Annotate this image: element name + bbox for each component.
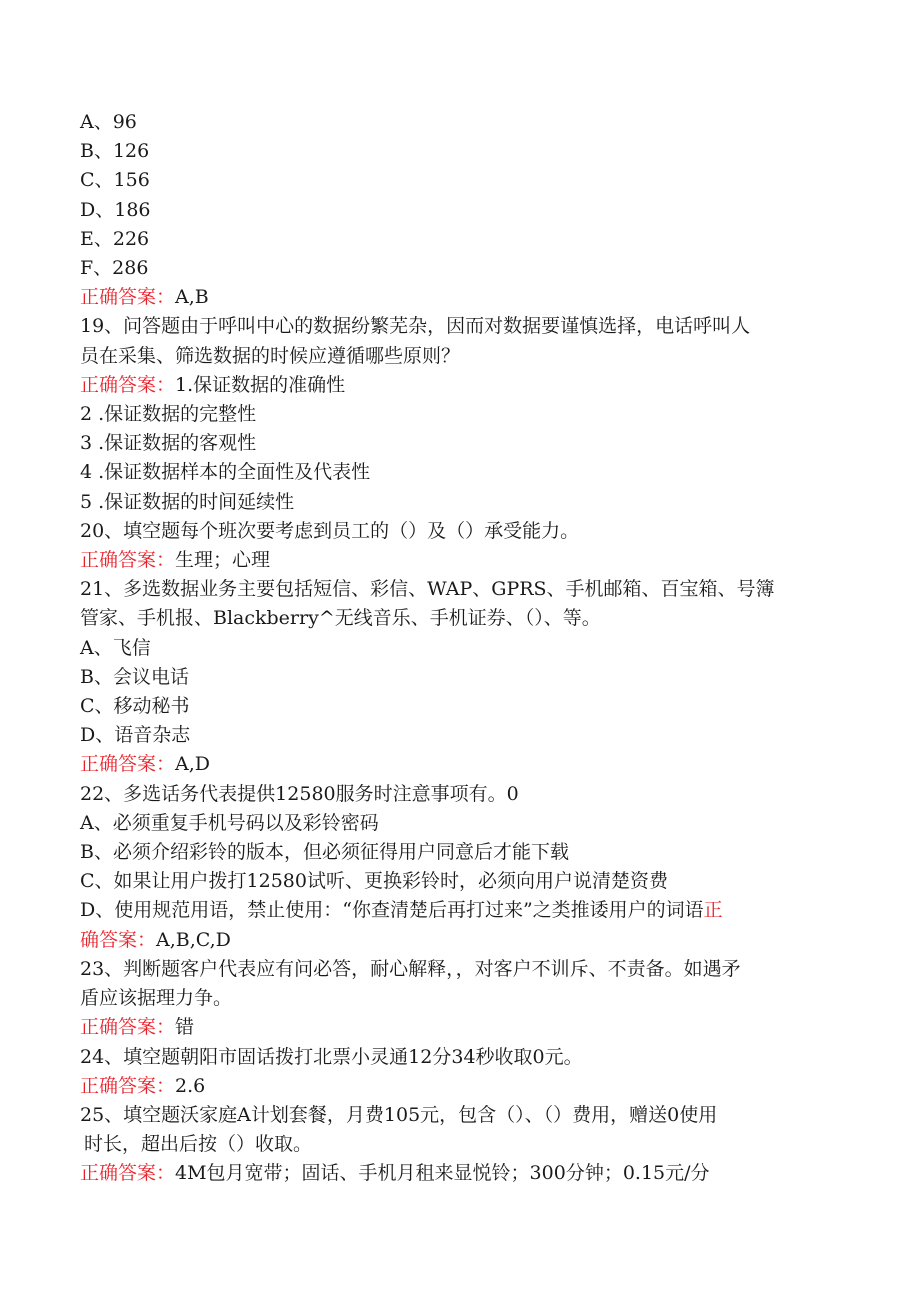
answer-label: 正确答案： bbox=[80, 549, 176, 572]
answer-label: 正确答案： bbox=[80, 373, 176, 396]
option-item: C、移动秘书 bbox=[80, 695, 190, 718]
question-text: 22、多选话务代表提供12580服务时注意事项有。0 bbox=[80, 782, 519, 805]
option-item: B、会议电话 bbox=[80, 665, 189, 688]
answer-label: 确答案： bbox=[80, 928, 157, 951]
question-text: 23、判断题客户代表应有问必答，耐心解释，，对客户不训斥、不责备。如遇矛 bbox=[80, 957, 741, 980]
answer-line bbox=[80, 1072, 840, 1101]
answer-item: 2 .保证数据的完整性 bbox=[80, 403, 257, 426]
question-text: 25、填空题沃家庭A计划套餐，月费105元，包含（）、（）费用，赠送0使用 bbox=[80, 1103, 718, 1126]
question-text: 员在采集、筛选数据的时候应遵循哪些原则？ bbox=[80, 344, 461, 367]
answer-value: A,D bbox=[175, 753, 211, 776]
question-text: 21、多选数据业务主要包括短信、彩信、WAP、GPRS、手机邮箱、百宝箱、号簿 bbox=[80, 578, 775, 601]
document-page bbox=[80, 108, 840, 1189]
answer-line bbox=[80, 750, 840, 779]
question-text: 时长，超出后按（）收取。 bbox=[84, 1133, 313, 1156]
option-item: B、必须介绍彩铃的版本，但必须征得用户同意后才能下载 bbox=[80, 841, 569, 864]
answer-label: 正确答案： bbox=[80, 1162, 176, 1185]
answer-line bbox=[80, 283, 840, 312]
answer-value: 4M包月宽带；固话、手机月租来显悦铃；300分钟；0.15元/分 bbox=[175, 1162, 710, 1185]
option-item: A、96 bbox=[80, 111, 137, 133]
answer-label: 正确答案： bbox=[80, 286, 176, 309]
answer-label: 正确答案： bbox=[80, 1016, 176, 1039]
answer-label: 正确答案： bbox=[80, 753, 176, 776]
answer-line bbox=[80, 546, 840, 575]
question-text: 盾应该据理力争。 bbox=[80, 987, 233, 1010]
option-item: D、语音杂志 bbox=[80, 724, 191, 747]
option-item: E、226 bbox=[80, 227, 150, 250]
question-text: 20、填空题每个班次要考虑到员工的（）及（）承受能力。 bbox=[80, 519, 580, 542]
answer-value: A,B,C,D bbox=[156, 928, 231, 951]
answer-value: 生理；心理 bbox=[175, 549, 271, 572]
question-text: 19、问答题由于呼叫中心的数据纷繁芜杂，因而对数据要谨慎选择，电话呼叫人 bbox=[80, 315, 751, 338]
answer-value: 错 bbox=[175, 1016, 195, 1039]
option-item-with-answer-start bbox=[80, 896, 840, 925]
option-item: A、飞信 bbox=[80, 636, 151, 659]
answer-item: 3 .保证数据的客观性 bbox=[80, 432, 257, 455]
answer-line bbox=[80, 371, 840, 400]
option-item: D、186 bbox=[80, 198, 151, 221]
answer-value: 2.6 bbox=[175, 1074, 206, 1097]
question-text: 管家、手机报、Blackberry^无线音乐、手机证券、（）、等。 bbox=[80, 607, 601, 630]
answer-item: 5 .保证数据的时间延续性 bbox=[80, 490, 295, 513]
option-item: C、如果让用户拨打12580试听、更换彩铃时，必须向用户说清楚资费 bbox=[80, 870, 668, 893]
answer-item: 4 .保证数据样本的全面性及代表性 bbox=[80, 461, 371, 484]
option-item: B、126 bbox=[80, 140, 150, 163]
answer-label-start: 正 bbox=[703, 899, 723, 922]
option-item: A、必须重复手机号码以及彩铃密码 bbox=[80, 811, 379, 834]
option-item: F、286 bbox=[80, 257, 149, 280]
answer-line bbox=[80, 1159, 840, 1188]
answer-label: 正确答案： bbox=[80, 1074, 176, 1097]
question-text: 24、填空题朝阳市固话拨打北票小灵通12分34秒收取0元。 bbox=[80, 1045, 583, 1068]
answer-value: 1.保证数据的准确性 bbox=[175, 373, 346, 396]
option-item: C、156 bbox=[80, 169, 150, 192]
option-text: D、使用规范用语，禁止使用：“你查清楚后再打过来”之类推诿用户的词语 bbox=[80, 899, 704, 922]
answer-value: A,B bbox=[175, 286, 209, 309]
answer-line bbox=[80, 1013, 840, 1042]
answer-line bbox=[80, 926, 840, 955]
